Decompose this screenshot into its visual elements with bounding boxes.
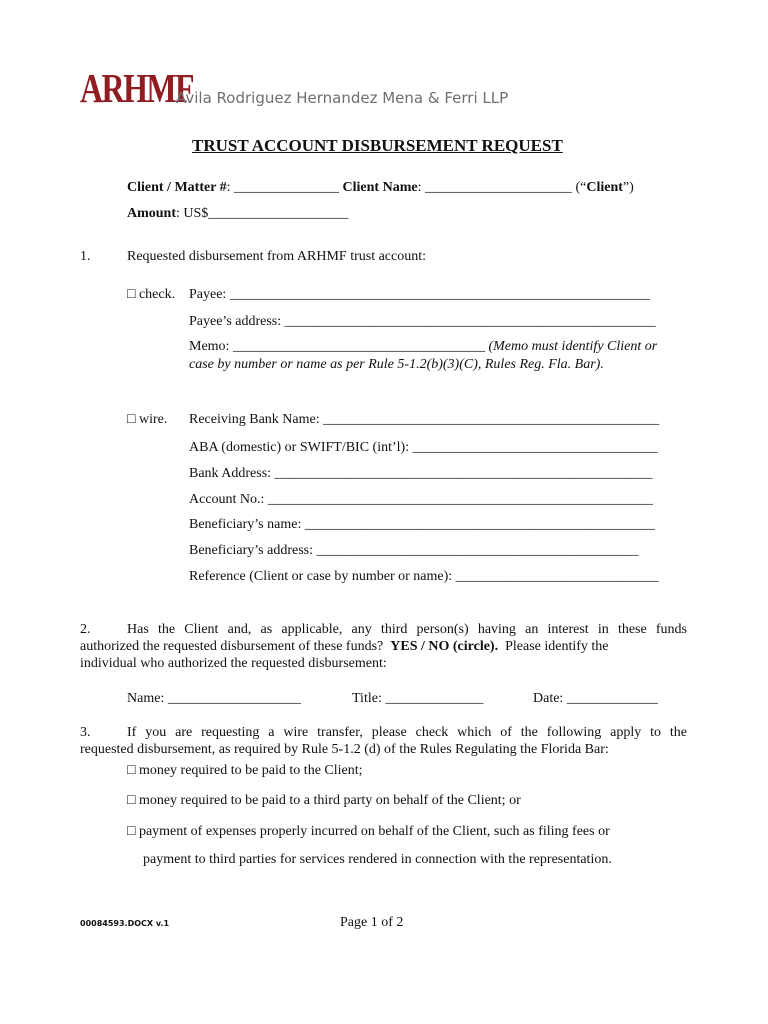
section3-line2: requested disbursement, as required by Rule 5-1.2 (d) of the Rules Regulating the Florida Bar:	[80, 742, 609, 757]
authorizer-name-field[interactable]: Name: ___________________	[127, 691, 301, 706]
section1-heading: Requested disbursement from ARHMF trust account:	[127, 249, 427, 264]
option-paid-to-third-party[interactable]: □ money required to be paid to a third party on behalf of the Client; or	[127, 793, 521, 808]
page-number: Page 1 of 2	[340, 915, 404, 930]
aba-swift-field[interactable]: ABA (domestic) or SWIFT/BIC (int’l): ___________________________________	[189, 440, 658, 455]
client-close: ”)	[622, 180, 634, 195]
beneficiary-name-field[interactable]: Beneficiary’s name: __________________________________________________	[189, 517, 655, 532]
section1-number: 1.	[80, 249, 91, 264]
payee-field[interactable]: Payee: ____________________________________________________________	[189, 287, 650, 302]
document-id: 00084593.DOCX v.1	[80, 919, 170, 928]
memo-note-cont: case by number or name as per Rule 5-1.2(b)(3)(C), Rules Reg. Fla. Bar).	[189, 357, 604, 372]
section2-line1: Has the Client and, as applicable, any third person(s) having an interest in these funds	[127, 622, 687, 637]
section2-number: 2.	[80, 622, 91, 637]
amount-row	[127, 205, 348, 223]
option-paid-to-client[interactable]: □ money required to be paid to the Client;	[127, 763, 363, 778]
section3-number: 3.	[80, 725, 91, 740]
section3-line1: If you are requesting a wire transfer, please check which of the following apply to the	[127, 725, 687, 740]
authorizer-date-field[interactable]: Date: _____________	[533, 691, 658, 706]
memo-row	[189, 338, 657, 356]
wire-option[interactable]: □ wire.	[127, 412, 168, 427]
yes-no-choice[interactable]: YES / NO (circle).	[390, 639, 499, 654]
client-matter-field[interactable]: : _______________	[226, 180, 340, 195]
beneficiary-address-field[interactable]: Beneficiary’s address: ______________________________________________	[189, 543, 639, 558]
authorizer-title-field[interactable]: Title: ______________	[352, 691, 484, 706]
document-title: TRUST ACCOUNT DISBURSEMENT REQUEST	[192, 136, 563, 155]
payee-address-field[interactable]: Payee’s address: _____________________________________________________	[189, 314, 656, 329]
section2-line2	[80, 638, 609, 656]
section2-identify: Please identify the	[505, 639, 609, 654]
client-matter-row	[127, 179, 634, 197]
memo-field[interactable]: Memo: ____________________________________	[189, 339, 485, 354]
amount-label: Amount	[127, 206, 177, 221]
firm-logo: ARHMF	[80, 65, 193, 111]
memo-note: (Memo must identify Client or	[488, 339, 658, 354]
client-defined-term: Client	[586, 180, 623, 195]
client-name-field[interactable]: : _____________________ (“	[417, 180, 587, 195]
bank-address-field[interactable]: Bank Address: ______________________________________________________	[189, 466, 653, 481]
client-matter-label: Client / Matter #	[127, 180, 227, 195]
amount-field[interactable]: : US$____________________	[176, 206, 349, 221]
option-expenses[interactable]: □ payment of expenses properly incurred on behalf of the Client, such as filing fees or	[127, 824, 610, 839]
receiving-bank-field[interactable]: Receiving Bank Name: ________________________________________________	[189, 412, 660, 427]
client-name-label: Client Name	[342, 180, 418, 195]
check-option[interactable]: □ check.	[127, 287, 176, 302]
firm-name: Avila Rodriguez Hernandez Mena & Ferri LLP	[176, 89, 509, 107]
account-no-field[interactable]: Account No.: _______________________________________________________	[189, 492, 653, 507]
section2-question: authorized the requested disbursement of these funds?	[80, 639, 384, 654]
reference-field[interactable]: Reference (Client or case by number or name): _____________________________	[189, 569, 659, 584]
section2-line3: individual who authorized the requested disbursement:	[80, 656, 387, 671]
option-expenses-cont: payment to third parties for services rendered in connection with the representation.	[143, 852, 612, 867]
